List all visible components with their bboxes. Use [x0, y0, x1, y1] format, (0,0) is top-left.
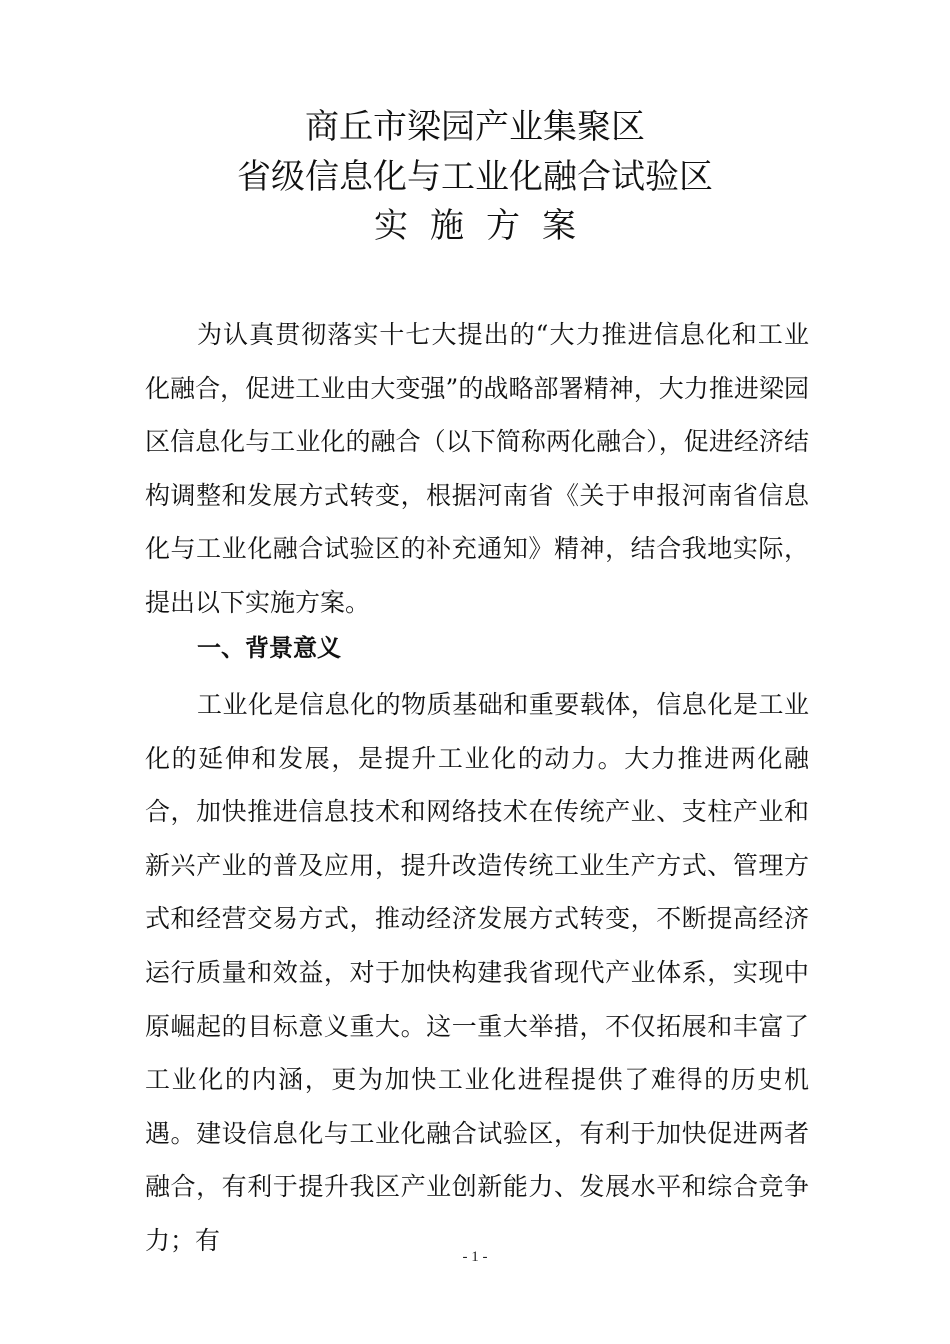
document-title-line-2: 省级信息化与工业化融合试验区	[237, 157, 713, 197]
section-heading-background: 一、背景意义	[197, 634, 341, 662]
background-paragraph: 工业化是信息化的物质基础和重要载体，信息化是工业化的延伸和发展，是提升工业化的动力。大力推进两化融合，加快推进信息技术和网络技术在传统产业、支柱产业和新兴产业的普及应用，提升改造传统工业生产方式、管理方式和经营交易方式，推动经济发展方式转变，不断提高经济运行质量和效益，对于加快构建我省现代产业体系，实现中原崛起的目标意义重大。这一重大举措，不仅拓展和丰富了工业化的内涵，更为加快工业化进程提供了难得的历史机遇。建设信息化与工业化融合试验区，有利于加快促进两者融合，有利于提升我区产业创新能力、发展水平和综合竞争力；有	[145, 690, 809, 1255]
document-title-line-3: 实施方案	[374, 206, 598, 246]
page-number: - 1 -	[462, 1249, 488, 1265]
document-title-line-1: 商丘市梁园产业集聚区	[305, 107, 645, 147]
intro-paragraph: 为认真贯彻落实十七大提出的“大力推进信息化和工业化融合，促进工业由大变强”的战略部署精神，大力推进梁园区信息化与工业化的融合（以下简称两化融合），促进经济结构调整和发展方式转变，根据河南省《关于申报河南省信息化与工业化融合试验区的补充通知》精神，结合我地实际，提出以下实施方案。	[145, 320, 809, 617]
